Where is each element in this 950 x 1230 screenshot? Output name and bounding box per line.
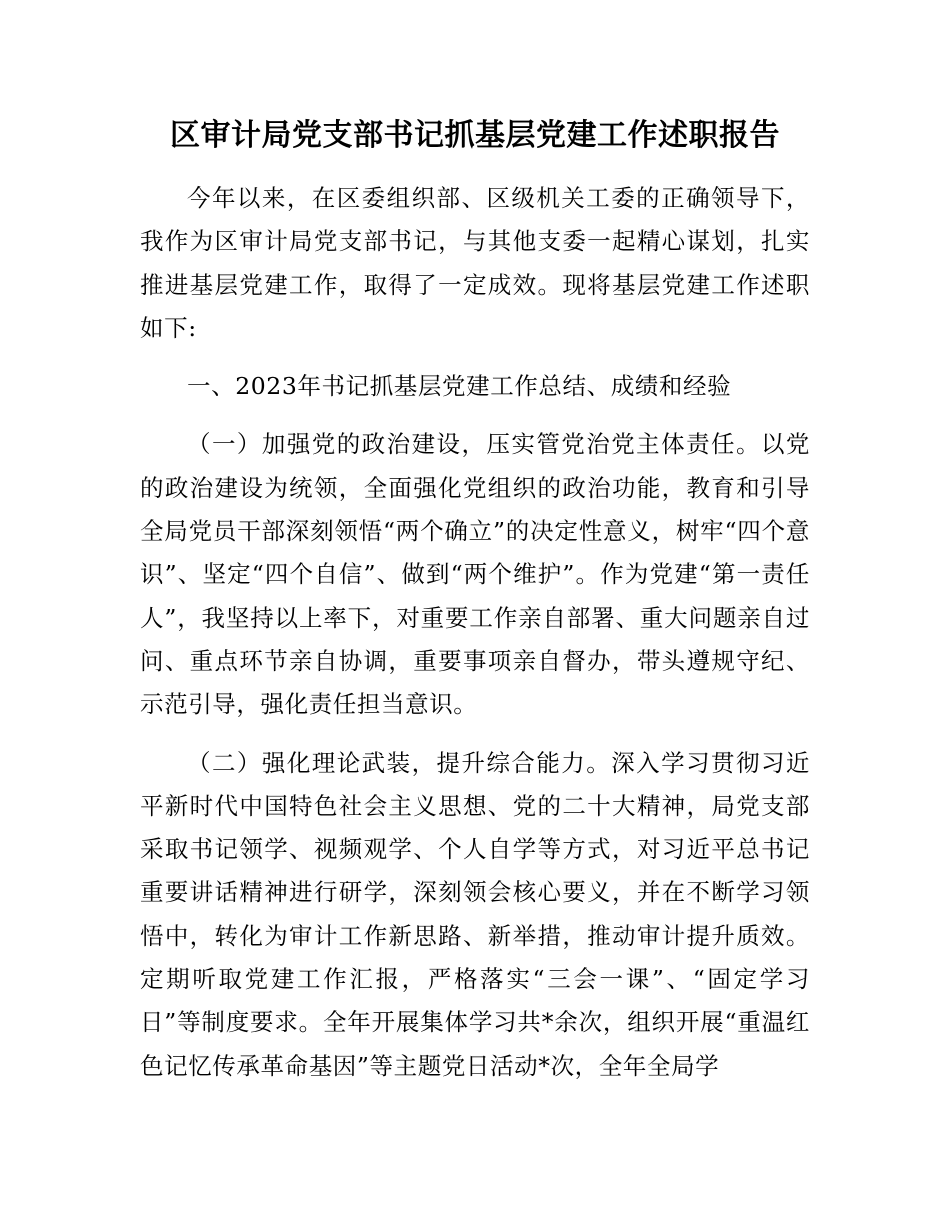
paragraph-political-building: （一）加强党的政治建设，压实管党治党主体责任。以党的政治建设为统领，全面强化党组织的政治功能，教育和引导全局党员干部深刻领悟“两个确立”的决定性意义，树牢“四个意识”、坚定“四个自信”、做到“两个维护”。作为党建“第一责任人”，我坚持以上率下，对重要工作亲自部署、重大问题亲自过问、重点环节亲自协调，重要事项亲自督办，带头遵规守纪、示范引导，强化责任担当意识。 bbox=[140, 430, 810, 719]
paragraph-intro: 今年以来，在区委组织部、区级机关工委的正确领导下，我作为区审计局党支部书记，与其他支委一起精心谋划，扎实推进基层党建工作，取得了一定成效。现将基层党建工作述职如下: bbox=[140, 184, 810, 342]
document-title: 区审计局党支部书记抓基层党建工作述职报告 bbox=[170, 118, 780, 153]
paragraph-theory-study: （二）强化理论武装，提升综合能力。深入学习贯彻习近平新时代中国特色社会主义思想、党的二十大精神，局党支部采取书记领学、视频观学、个人自学等方式，对习近平总书记重要讲话精神进行研学，深刻领会核心要义，并在不断学习领悟中，转化为审计工作新思路、新举措，推动审计提升质效。定期听取党建工作汇报，严格落实“三会一课”、“固定学习日”等制度要求。全年开展集体学习共*余次，组织开展“重温红色记忆传承革命基因”等主题党日活动*次，全年全局学 bbox=[140, 748, 810, 1080]
section-heading-1: 一、2023年书记抓基层党建工作总结、成绩和经验 bbox=[187, 372, 732, 401]
